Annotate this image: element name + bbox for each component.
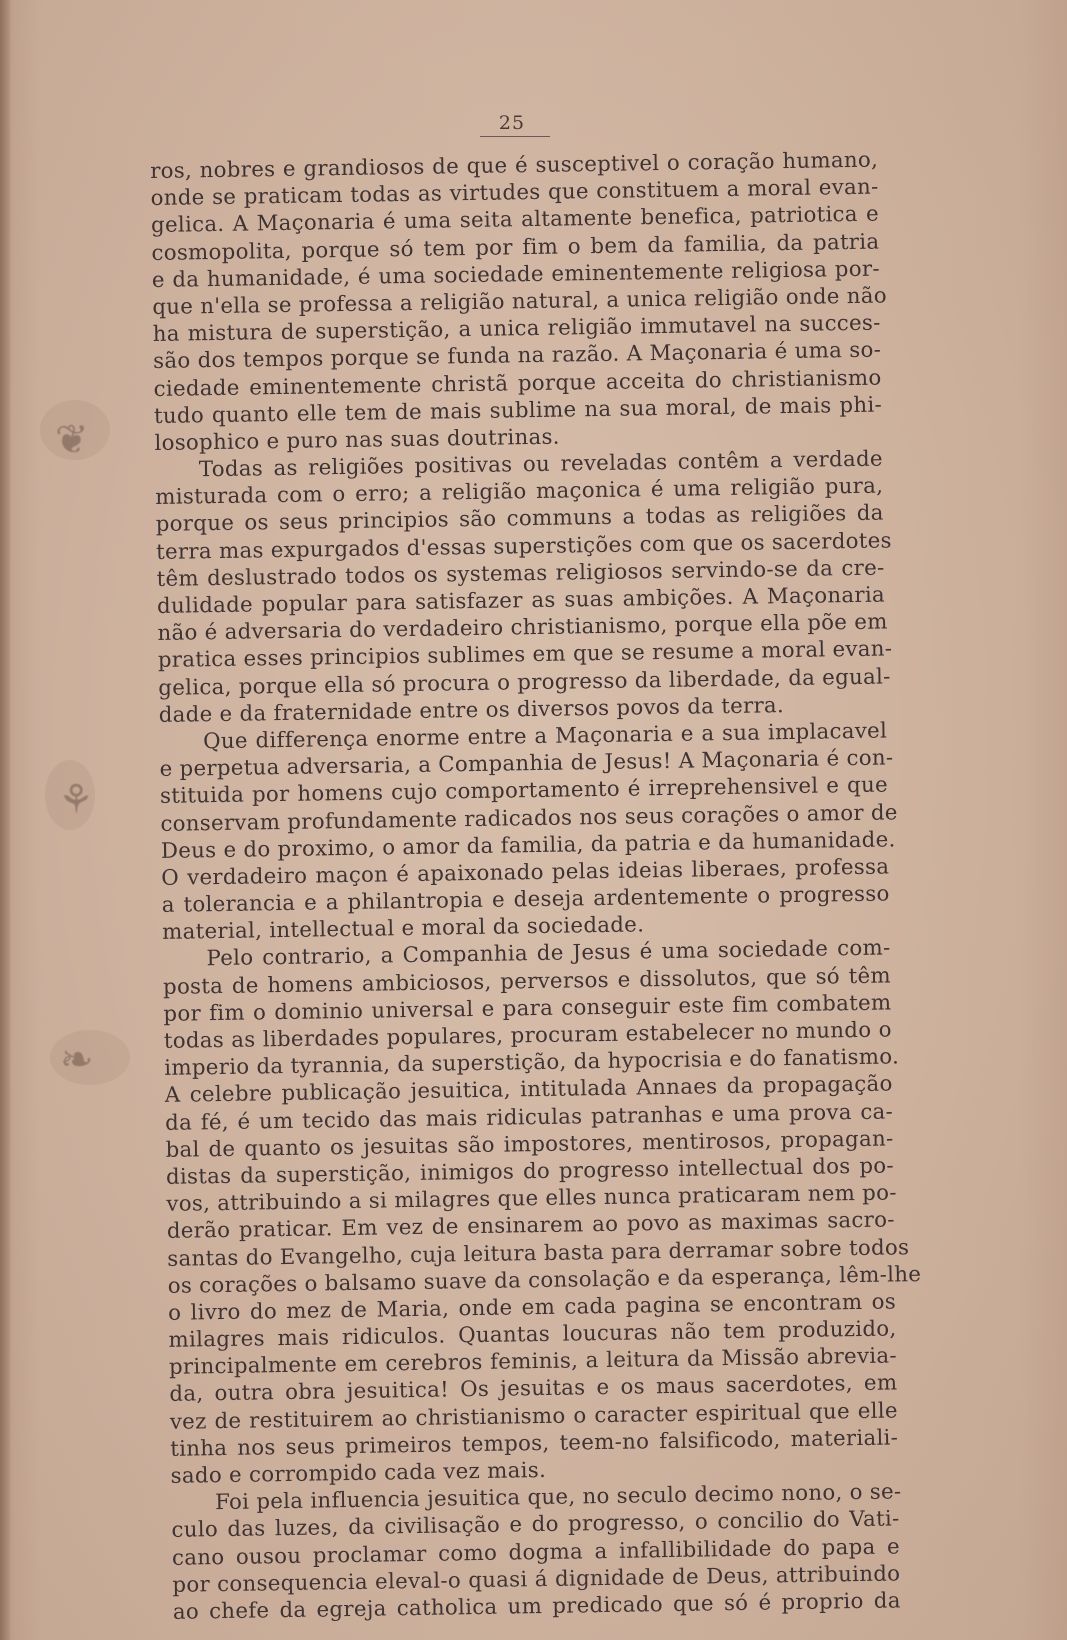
text-line: vez de restituirem ao christianismo o caracter espiritual que elle (169, 1398, 898, 1435)
text-line: Pelo contrario, a Companhia de Jesus é uma sociedade com- (206, 935, 891, 972)
body-text (150, 147, 922, 1626)
text-line: O verdadeiro maçon é apaixonado pelas ideias liberaes, professa (161, 854, 890, 891)
text-line: misturada com o erro; a religião maçonica é uma religião pura, (155, 473, 884, 511)
text-line: posta de homens ambiciosos, perversos e dissolutos, que só têm (162, 963, 892, 1000)
text-line: têm deslustrado todos os systemas religiosos servindo-se da cre- (156, 555, 885, 592)
text-line: tudo quanto elle tem de mais sublime na sua moral, de mais phi- (153, 392, 883, 429)
binding-edge (0, 0, 10, 1640)
bleed-through-ornament-icon: ❦ (55, 417, 89, 463)
page-number: 25 (498, 112, 526, 134)
text-line: e da humanidade, é uma sociedade eminentemente religiosa por- (151, 256, 881, 293)
text-line: os corações o balsamo suave da consolação e da esperança, lêm-lhe (167, 1261, 922, 1299)
text-line: por consequencia eleval-o quasi á dignidade de Deus, attribuindo (172, 1561, 901, 1598)
text-line: A celebre publicação jesuitica, intitulada Annaes da propagação (164, 1071, 893, 1109)
text-line: ha mistura de superstição, a unica religião immutavel na succes- (152, 310, 881, 348)
text-line: principalmente em cerebros feminis, a leitura da Missão abrevia- (168, 1343, 898, 1381)
text-line: losophico e puro nas suas doutrinas. (154, 424, 560, 456)
text-line: ao chefe da egreja catholica um predicado que só é proprio da (172, 1588, 901, 1625)
bleed-through-ornament-icon: ⚘ (58, 777, 94, 823)
text-line: material, intellectual e moral da sociedade. (161, 912, 645, 946)
text-line: distas da superstição, inimigos do progresso intellectual dos po- (165, 1153, 895, 1190)
text-line: ros, nobres e grandiosos de que é susceptivel o coração humano, (150, 147, 879, 184)
text-line: não é adversaria do verdadeiro christianismo, porque ella põe em (157, 609, 888, 647)
text-line: vos, attribuindo a si milagres que elles nunca praticaram nem po- (166, 1180, 897, 1217)
text-line: imperio da tyrannia, da superstição, da hypocrisia e do fanatismo. (164, 1044, 900, 1082)
text-line: por fim o dominio universal e para conseguir este fim combatem (163, 990, 892, 1027)
text-line: pratica esses principios sublimes em que se resume a moral evan- (157, 636, 893, 674)
text-line: todas as liberdades populares, procuram estabelecer no mundo o (163, 1017, 892, 1054)
text-line: gelica. A Maçonaria é uma seita altamente benefica, patriotica e (150, 201, 880, 239)
text-line: conservam profundamente radicados nos seus corações o amor de (160, 799, 898, 837)
text-line: bal de quanto os jesuitas são impostores, mentirosos, propagan- (165, 1126, 894, 1163)
text-line: Todas as religiões positivas ou reveladas contêm a verdade (198, 446, 884, 483)
text-line: da fé, é um tecido das mais ridiculas patranhas e uma prova ca- (164, 1099, 894, 1136)
text-line: e perpetua adversaria, a Companhia de Jesus! A Maçonaria é con- (159, 745, 894, 783)
text-line: milagres mais ridiculos. Quantas loucuras não tem produzido, (168, 1316, 897, 1353)
text-line: terra mas expurgados d'essas superstições com que os sacerdotes (155, 528, 893, 565)
text-line: dade e da fraternidade entre os diversos povos da terra. (158, 692, 785, 728)
text-line: que n'ella se professa a religião natural, a unica religião onde não (152, 283, 888, 320)
bleed-through-ornament-icon: ❧ (60, 1037, 94, 1083)
text-line: culo das luzes, da civilisação e do progresso, o concilio do Vati- (171, 1506, 900, 1544)
text-line: cano ousou proclamar como dogma a infallibilidade do papa e (171, 1533, 901, 1571)
text-line: ciedade eminentemente christã porque acceita do christianismo (153, 365, 882, 402)
text-line: sado e corrompido cada vez mais. (170, 1457, 547, 1489)
text-line: Deus e do proximo, o amor da familia, da patria e da humanidade. (160, 827, 896, 864)
text-line: onde se praticam todas as virtudes que constituem a moral evan- (150, 174, 879, 212)
text-line: porque os seus principios são communs a todas as religiões da (155, 500, 884, 538)
text-line: dulidade popular para satisfazer as suas ambições. A Maçonaria (156, 582, 886, 619)
text-line: stituida por homens cujo comportamento é irreprehensivel e que (159, 772, 889, 810)
text-line: santas do Evangelho, cuja leitura basta para derramar sobre todos (167, 1234, 910, 1272)
text-line: tinha nos seus primeiros tempos, teem-no falsificodo, materiali- (170, 1425, 899, 1462)
text-line: o livro do mez de Maria, onde em cada pagina se encontram os (167, 1289, 897, 1326)
text-line: Foi pela influencia jesuitica que, no seculo decimo nono, o se- (214, 1479, 902, 1516)
text-line: a tolerancia e a philantropia e deseja ardentemente o progresso (161, 881, 890, 918)
header-rule (480, 136, 550, 137)
text-line: Que differença enorme entre a Maçonaria e a sua implacavel (202, 718, 888, 755)
text-line: são dos tempos porque se funda na razão. A Maçonaria é uma so- (153, 337, 882, 375)
text-line: cosmopolita, porque só tem por fim o bem da familia, da patria (151, 229, 880, 266)
text-line: gelica, porque ella só procura o progresso da liberdade, da egual- (158, 663, 891, 701)
text-line: derão praticar. Em vez de ensinarem ao povo as maximas sacro- (166, 1207, 895, 1245)
text-line: da, outra obra jesuitica! Os jesuitas e os maus sacerdotes, em (169, 1370, 898, 1408)
